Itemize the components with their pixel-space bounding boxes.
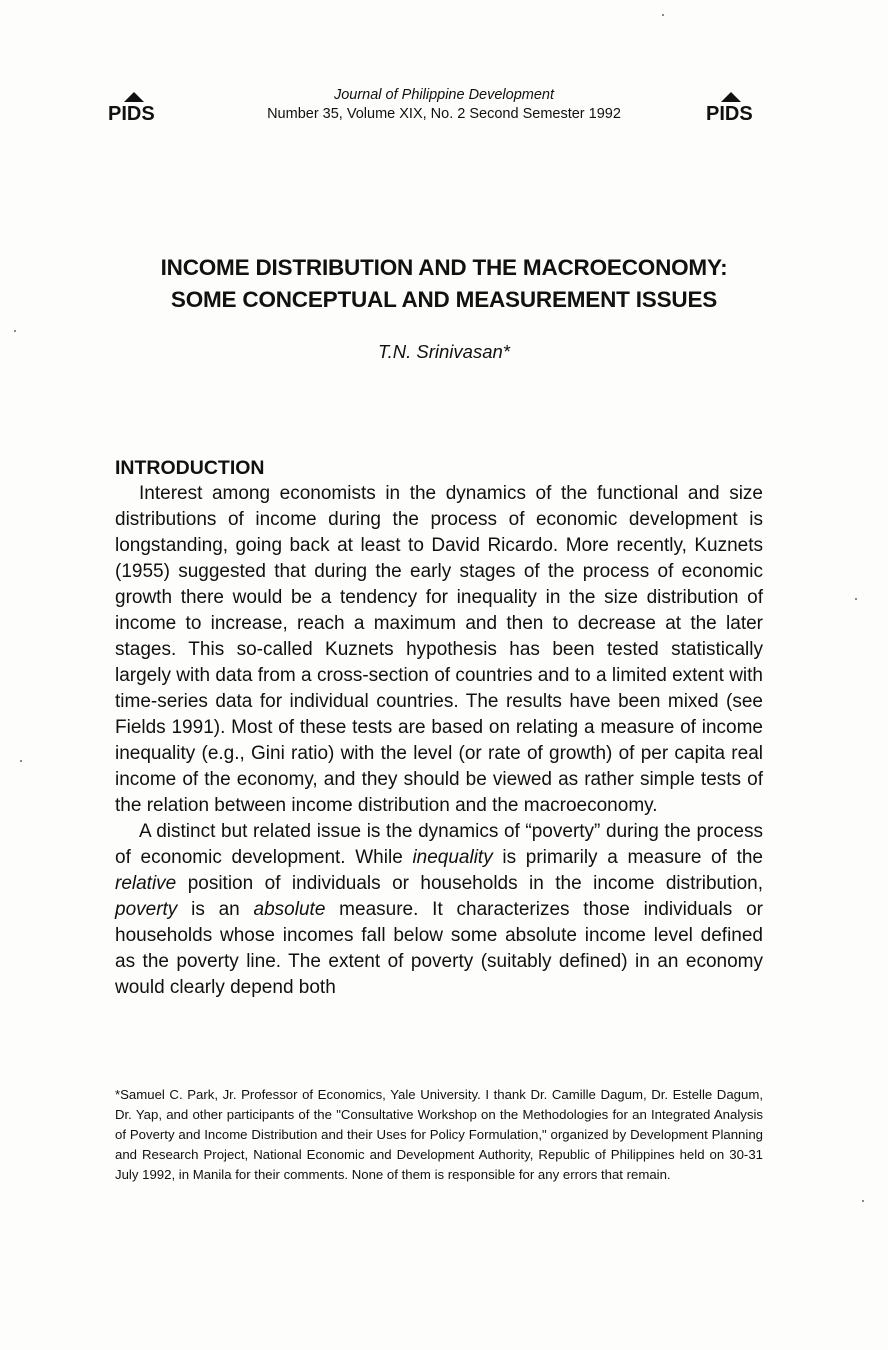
- logo-text: PIDS: [706, 103, 753, 124]
- journal-title: Journal of Philippine Development: [333, 87, 555, 103]
- scan-speck: [14, 330, 16, 332]
- title-line-2: SOME CONCEPTUAL AND MEASUREMENT ISSUES: [170, 287, 718, 312]
- emphasis-poverty: poverty: [115, 899, 178, 920]
- emphasis-absolute: absolute: [253, 899, 326, 920]
- footnote-text: *Samuel C. Park, Jr. Professor of Economics, Yale University. I thank Dr. Camille Dagum, Dr. Estelle Dagum, Dr. Yap, and other participants of the "Consultative Workshop on the Methodologies for an Integrated Analysis of Poverty and Income Distribution and their Uses for Policy Formulation," organized by Development Planning and Research Project, National Economic and Development Authority, Republic of Philippines held on 30-31 July 1992, in Manila for their comments. None of them is responsible for any errors that remain.: [115, 1087, 763, 1182]
- title-line-1: INCOME DISTRIBUTION AND THE MACROECONOMY:: [160, 255, 728, 280]
- section-heading: INTRODUCTION: [115, 457, 265, 479]
- emphasis-relative: relative: [115, 873, 177, 894]
- emphasis-inequality: inequality: [412, 847, 493, 868]
- paragraph-2: A distinct but related issue is the dynamics of “poverty” during the process of economic development. While inequality is primarily a measure of the relative position of individuals or households in the income distribution, poverty is an absolute measure. It characterizes those individuals or households whose incomes fall below some absolute income level defined as the poverty line. The extent of poverty (suitably defined) in an economy would clearly depend both: [115, 821, 763, 998]
- scan-speck: [855, 598, 857, 600]
- journal-issue: Number 35, Volume XIX, No. 2 Second Semester 1992: [267, 106, 621, 122]
- logo-text: PIDS: [108, 103, 155, 124]
- scan-speck: [862, 1200, 864, 1202]
- footnote: [115, 1085, 763, 1185]
- scan-speck: [20, 760, 22, 762]
- scan-speck: [662, 14, 664, 16]
- article-title: [60, 252, 828, 316]
- article-author: T.N. Srinivasan*: [378, 341, 510, 362]
- pids-logo-right: [700, 88, 764, 124]
- introduction-section: [115, 455, 763, 1001]
- paragraph-1: Interest among economists in the dynamics of the functional and size distributions of income during the process of economic development is longstanding, going back at least to David Ricardo. More recently, Kuznets (1955) suggested that during the early stages of the process of economic growth there would be a tendency for inequality in the size distribution of income to increase, reach a maximum and then to decrease at the later stages. This so-called Kuznets hypothesis has been tested statistically largely with data from a cross-section of countries and to a limited extent with time-series data for individual countries. The results have been mixed (see Fields 1991). Most of these tests are based on relating a measure of income inequality (e.g., Gini ratio) with the level (or rate of growth) of per capita real income of the economy, and they should be viewed as rather simple tests of the relation between income distribution and the macroeconomy.: [115, 483, 763, 816]
